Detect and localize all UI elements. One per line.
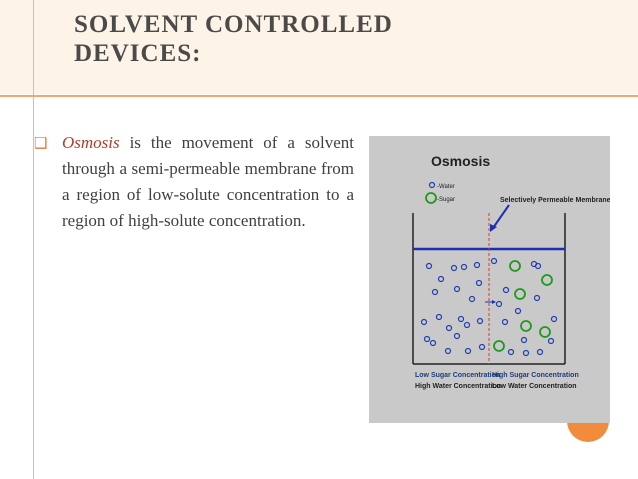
legend-sugar-icon [426, 193, 436, 203]
osmosis-term: Osmosis [62, 133, 120, 152]
legend-water-icon [430, 183, 435, 188]
legend-sugar-label: -Sugar [437, 197, 456, 203]
legend-water-label: -Water [437, 184, 455, 190]
title-divider [0, 95, 638, 97]
membrane-arrow [493, 205, 509, 228]
diagram-title: Osmosis [431, 153, 491, 169]
bullet-icon: ❑ [34, 134, 48, 152]
right-label-2: Low Water Concentration [492, 383, 577, 390]
body-paragraph [62, 130, 354, 234]
paragraph-period: . [301, 211, 306, 230]
osmosis-diagram-image [369, 136, 610, 423]
osmosis-diagram [369, 136, 610, 423]
paragraph-text: is the movement of a solvent through a semi-permeable membrane from a region of low-solute concentration to a region of high-solute concentration [62, 133, 354, 230]
right-label-1: High Sugar Concentration [492, 372, 579, 379]
slide-title: SOLVENT CONTROLLED DEVICES: [74, 11, 393, 67]
left-label-1: Low Sugar Concentration [415, 372, 501, 379]
membrane-label: Selectively Permeable Membrane [500, 197, 610, 204]
left-border-line [33, 0, 34, 479]
page-corner-mask [567, 400, 610, 423]
flow-arrowhead [492, 300, 496, 304]
left-label-2: High Water Concentration [415, 383, 502, 390]
